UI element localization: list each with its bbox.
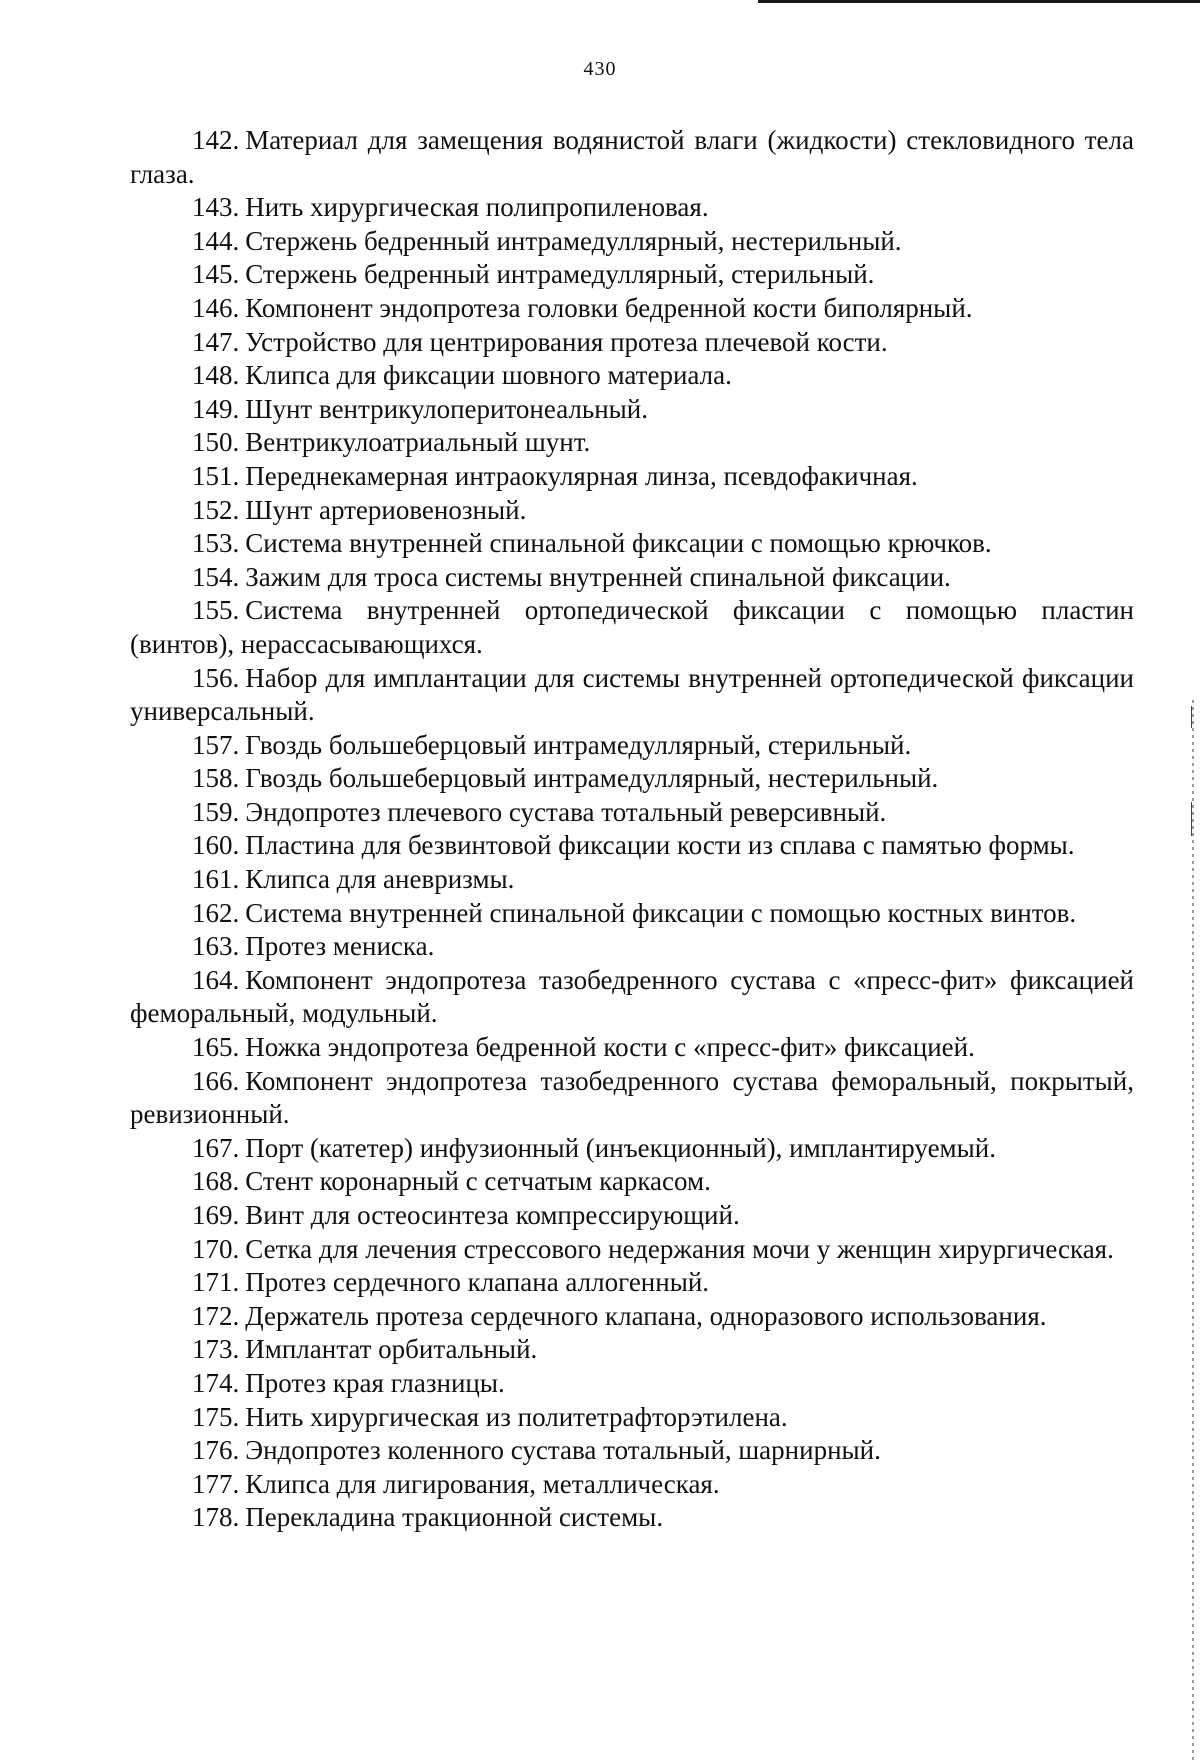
scan-mark xyxy=(1191,802,1192,836)
scan-edge-artifact xyxy=(1192,700,1194,1760)
item-text: Ножка эндопротеза бедренной кости с «пресс-фит» фиксацией. xyxy=(245,1032,975,1063)
item-number: 170. xyxy=(192,1233,240,1264)
item-text: Клипса для фиксации шовного материала. xyxy=(245,360,732,391)
list-item xyxy=(130,258,1134,292)
item-text: Имплантат орбитальный. xyxy=(245,1334,538,1365)
top-border-line xyxy=(758,0,1200,3)
item-text: Протез мениска. xyxy=(245,931,435,962)
list-item xyxy=(130,527,1134,561)
item-number: 153. xyxy=(192,528,240,559)
item-text: Компонент эндопротеза тазобедренного сустава феморальный, покрытый, ревизионный. xyxy=(130,1065,1134,1130)
list-item xyxy=(130,393,1134,427)
scan-mark xyxy=(1191,706,1192,728)
item-text: Перекладина тракционной системы. xyxy=(245,1502,664,1533)
item-text: Устройство для центрирования протеза плечевой кости. xyxy=(245,326,888,357)
item-text: Стент коронарный с сетчатым каркасом. xyxy=(245,1166,711,1197)
item-number: 164. xyxy=(192,964,240,995)
item-text: Система внутренней ортопедической фиксации с помощью пластин (винтов), нерассасывающихся. xyxy=(130,595,1134,659)
item-text: Держатель протеза сердечного клапана, одноразового использования. xyxy=(245,1300,1047,1331)
item-number: 154. xyxy=(192,561,240,592)
list-item xyxy=(130,829,1134,863)
item-number: 161. xyxy=(192,864,240,895)
item-text: Переднекамерная интраокулярная линза, псевдофакичная. xyxy=(245,460,918,491)
item-number: 176. xyxy=(192,1435,240,1466)
item-number: 149. xyxy=(192,393,240,424)
list-item xyxy=(130,1065,1134,1132)
item-list xyxy=(130,124,1134,1535)
item-number: 165. xyxy=(192,1032,240,1063)
item-text: Нить хирургическая полипропиленовая. xyxy=(245,192,709,223)
item-text: Стержень бедренный интрамедуллярный, стерильный. xyxy=(245,259,875,290)
list-item xyxy=(130,1501,1134,1535)
item-text: Порт (катетер) инфузионный (инъекционный), имплантируемый. xyxy=(245,1132,996,1163)
list-item xyxy=(130,1266,1134,1300)
item-number: 157. xyxy=(192,729,240,760)
item-text: Эндопротез плечевого сустава тотальный реверсивный. xyxy=(245,796,887,827)
item-number: 151. xyxy=(192,460,240,491)
list-item xyxy=(130,1031,1134,1065)
item-number: 159. xyxy=(192,796,240,827)
item-number: 150. xyxy=(192,427,240,458)
item-number: 169. xyxy=(192,1200,240,1230)
list-item xyxy=(130,1132,1134,1166)
item-text: Шунт вентрикулоперитонеальный. xyxy=(245,393,648,424)
item-number: 168. xyxy=(192,1166,240,1197)
item-text: Шунт артериовенозный. xyxy=(245,494,527,525)
item-number: 162. xyxy=(192,897,240,928)
list-item xyxy=(130,594,1134,661)
item-number: 142. xyxy=(192,125,240,155)
item-text: Компонент эндопротеза головки бедренной кости биполярный. xyxy=(245,292,973,323)
item-text: Стержень бедренный интрамедуллярный, нестерильный. xyxy=(245,225,902,256)
item-text: Винт для остеосинтеза компрессирующий. xyxy=(245,1200,740,1230)
list-item xyxy=(130,729,1134,763)
item-text: Гвоздь большеберцовый интрамедуллярный, стерильный. xyxy=(245,729,912,760)
item-number: 173. xyxy=(192,1334,240,1365)
item-number: 177. xyxy=(192,1468,240,1499)
item-text: Клипса для аневризмы. xyxy=(245,864,515,895)
list-item xyxy=(130,1367,1134,1401)
item-number: 146. xyxy=(192,292,240,323)
item-number: 144. xyxy=(192,225,240,256)
item-text: Система внутренней спинальной фиксации с помощью крючков. xyxy=(245,528,992,559)
item-text: Компонент эндопротеза тазобедренного сустава с «пресс-фит» фиксацией феморальный, модульный. xyxy=(130,964,1134,1029)
item-number: 156. xyxy=(192,662,240,693)
list-item xyxy=(130,460,1134,494)
item-number: 178. xyxy=(192,1502,240,1533)
list-item xyxy=(130,292,1134,326)
list-item xyxy=(130,930,1134,964)
item-text: Нить хирургическая из политетрафторэтилена. xyxy=(245,1401,788,1432)
list-item xyxy=(130,1233,1134,1267)
list-item xyxy=(130,1333,1134,1367)
list-item xyxy=(130,1165,1134,1199)
item-text: Сетка для лечения стрессового недержания мочи у женщин хирургическая. xyxy=(245,1233,1114,1264)
list-item xyxy=(130,191,1134,225)
item-text: Вентрикулоатриальный шунт. xyxy=(245,427,591,458)
list-item xyxy=(130,124,1134,191)
item-text: Клипса для лигирования, металлическая. xyxy=(245,1468,720,1499)
list-item xyxy=(130,225,1134,259)
list-item xyxy=(130,1300,1134,1334)
list-item xyxy=(130,1199,1134,1233)
list-item xyxy=(130,796,1134,830)
list-item xyxy=(130,762,1134,796)
item-number: 167. xyxy=(192,1132,240,1163)
item-text: Протез края глазницы. xyxy=(245,1367,505,1398)
list-item xyxy=(130,1468,1134,1502)
item-number: 152. xyxy=(192,494,240,525)
list-item xyxy=(130,1434,1134,1468)
list-item xyxy=(130,897,1134,931)
page-number: 430 xyxy=(583,58,617,80)
item-text: Система внутренней спинальной фиксации с помощью костных винтов. xyxy=(245,897,1077,928)
item-number: 158. xyxy=(192,763,240,794)
item-number: 148. xyxy=(192,360,240,391)
list-item xyxy=(130,426,1134,460)
list-item xyxy=(130,964,1134,1031)
list-item xyxy=(130,561,1134,595)
item-text: Материал для замещения водянистой влаги (жидкости) стекловидного тела глаза. xyxy=(130,125,1134,189)
list-item xyxy=(130,863,1134,897)
item-text: Зажим для троса системы внутренней спинальной фиксации. xyxy=(245,561,951,592)
item-number: 155. xyxy=(192,595,240,626)
item-text: Протез сердечного клапана аллогенный. xyxy=(245,1267,710,1298)
item-number: 175. xyxy=(192,1401,240,1432)
list-item xyxy=(130,1401,1134,1435)
list-item xyxy=(130,494,1134,528)
item-number: 160. xyxy=(192,830,240,861)
list-item xyxy=(130,662,1134,729)
item-text: Эндопротез коленного сустава тотальный, шарнирный. xyxy=(245,1435,881,1466)
item-number: 172. xyxy=(192,1300,240,1331)
item-number: 171. xyxy=(192,1267,240,1298)
item-number: 163. xyxy=(192,931,240,962)
item-text: Пластина для безвинтовой фиксации кости из сплава с памятью формы. xyxy=(245,830,1075,861)
item-number: 147. xyxy=(192,326,240,357)
item-number: 145. xyxy=(192,259,240,290)
item-number: 143. xyxy=(192,192,240,223)
item-text: Набор для имплантации для системы внутренней ортопедической фиксации универсальный. xyxy=(130,662,1134,727)
list-item xyxy=(130,326,1134,360)
list-item xyxy=(130,359,1134,393)
item-number: 174. xyxy=(192,1367,240,1398)
item-number: 166. xyxy=(192,1065,240,1096)
item-text: Гвоздь большеберцовый интрамедуллярный, нестерильный. xyxy=(245,763,939,794)
